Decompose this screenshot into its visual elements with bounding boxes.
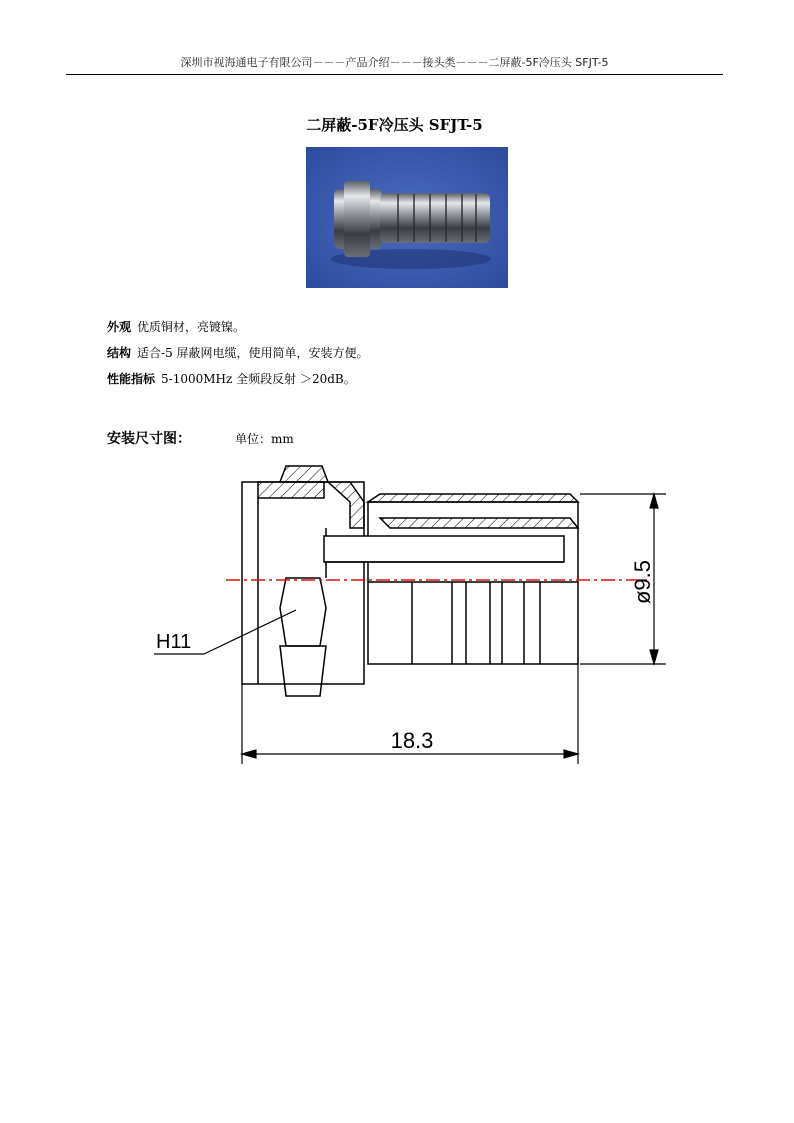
dimension-drawing-svg xyxy=(150,458,666,768)
hex-label: H11 xyxy=(156,631,192,653)
length-label: 18.3 xyxy=(390,728,434,753)
page-title: 二屏蔽-5F冷压头 SFJT-5 xyxy=(306,116,483,134)
spec-performance-text: 5-1000MHz 全频段反射 ＞20dB。 xyxy=(161,372,356,386)
connector-photo-illustration xyxy=(306,147,508,288)
spec-appearance-text: 优质铜材，亮镀镍。 xyxy=(137,320,246,334)
spec-appearance-label: 外观 xyxy=(107,320,132,334)
spec-performance xyxy=(107,370,356,387)
diameter-label: ø9.5 xyxy=(630,559,655,605)
section-title: 安装尺寸图： xyxy=(107,431,191,447)
spec-structure-text: 适合-5 屏蔽网电缆，使用简单，安装方便。 xyxy=(137,346,369,360)
spec-structure-label: 结构 xyxy=(107,346,132,360)
installation-drawing xyxy=(150,458,666,768)
nut-body xyxy=(242,466,364,696)
unit-label: 单位：mm xyxy=(235,432,294,446)
header-rule xyxy=(66,74,723,75)
spec-performance-label: 性能指标 xyxy=(107,372,156,386)
spec-structure xyxy=(107,344,369,361)
spec-appearance xyxy=(107,318,245,335)
page-header: 深圳市视海通电子有限公司－－－产品介绍－－－接头类－－－二屏蔽-5F冷压头 SFJT-5 xyxy=(180,56,609,69)
product-photo xyxy=(306,147,508,288)
